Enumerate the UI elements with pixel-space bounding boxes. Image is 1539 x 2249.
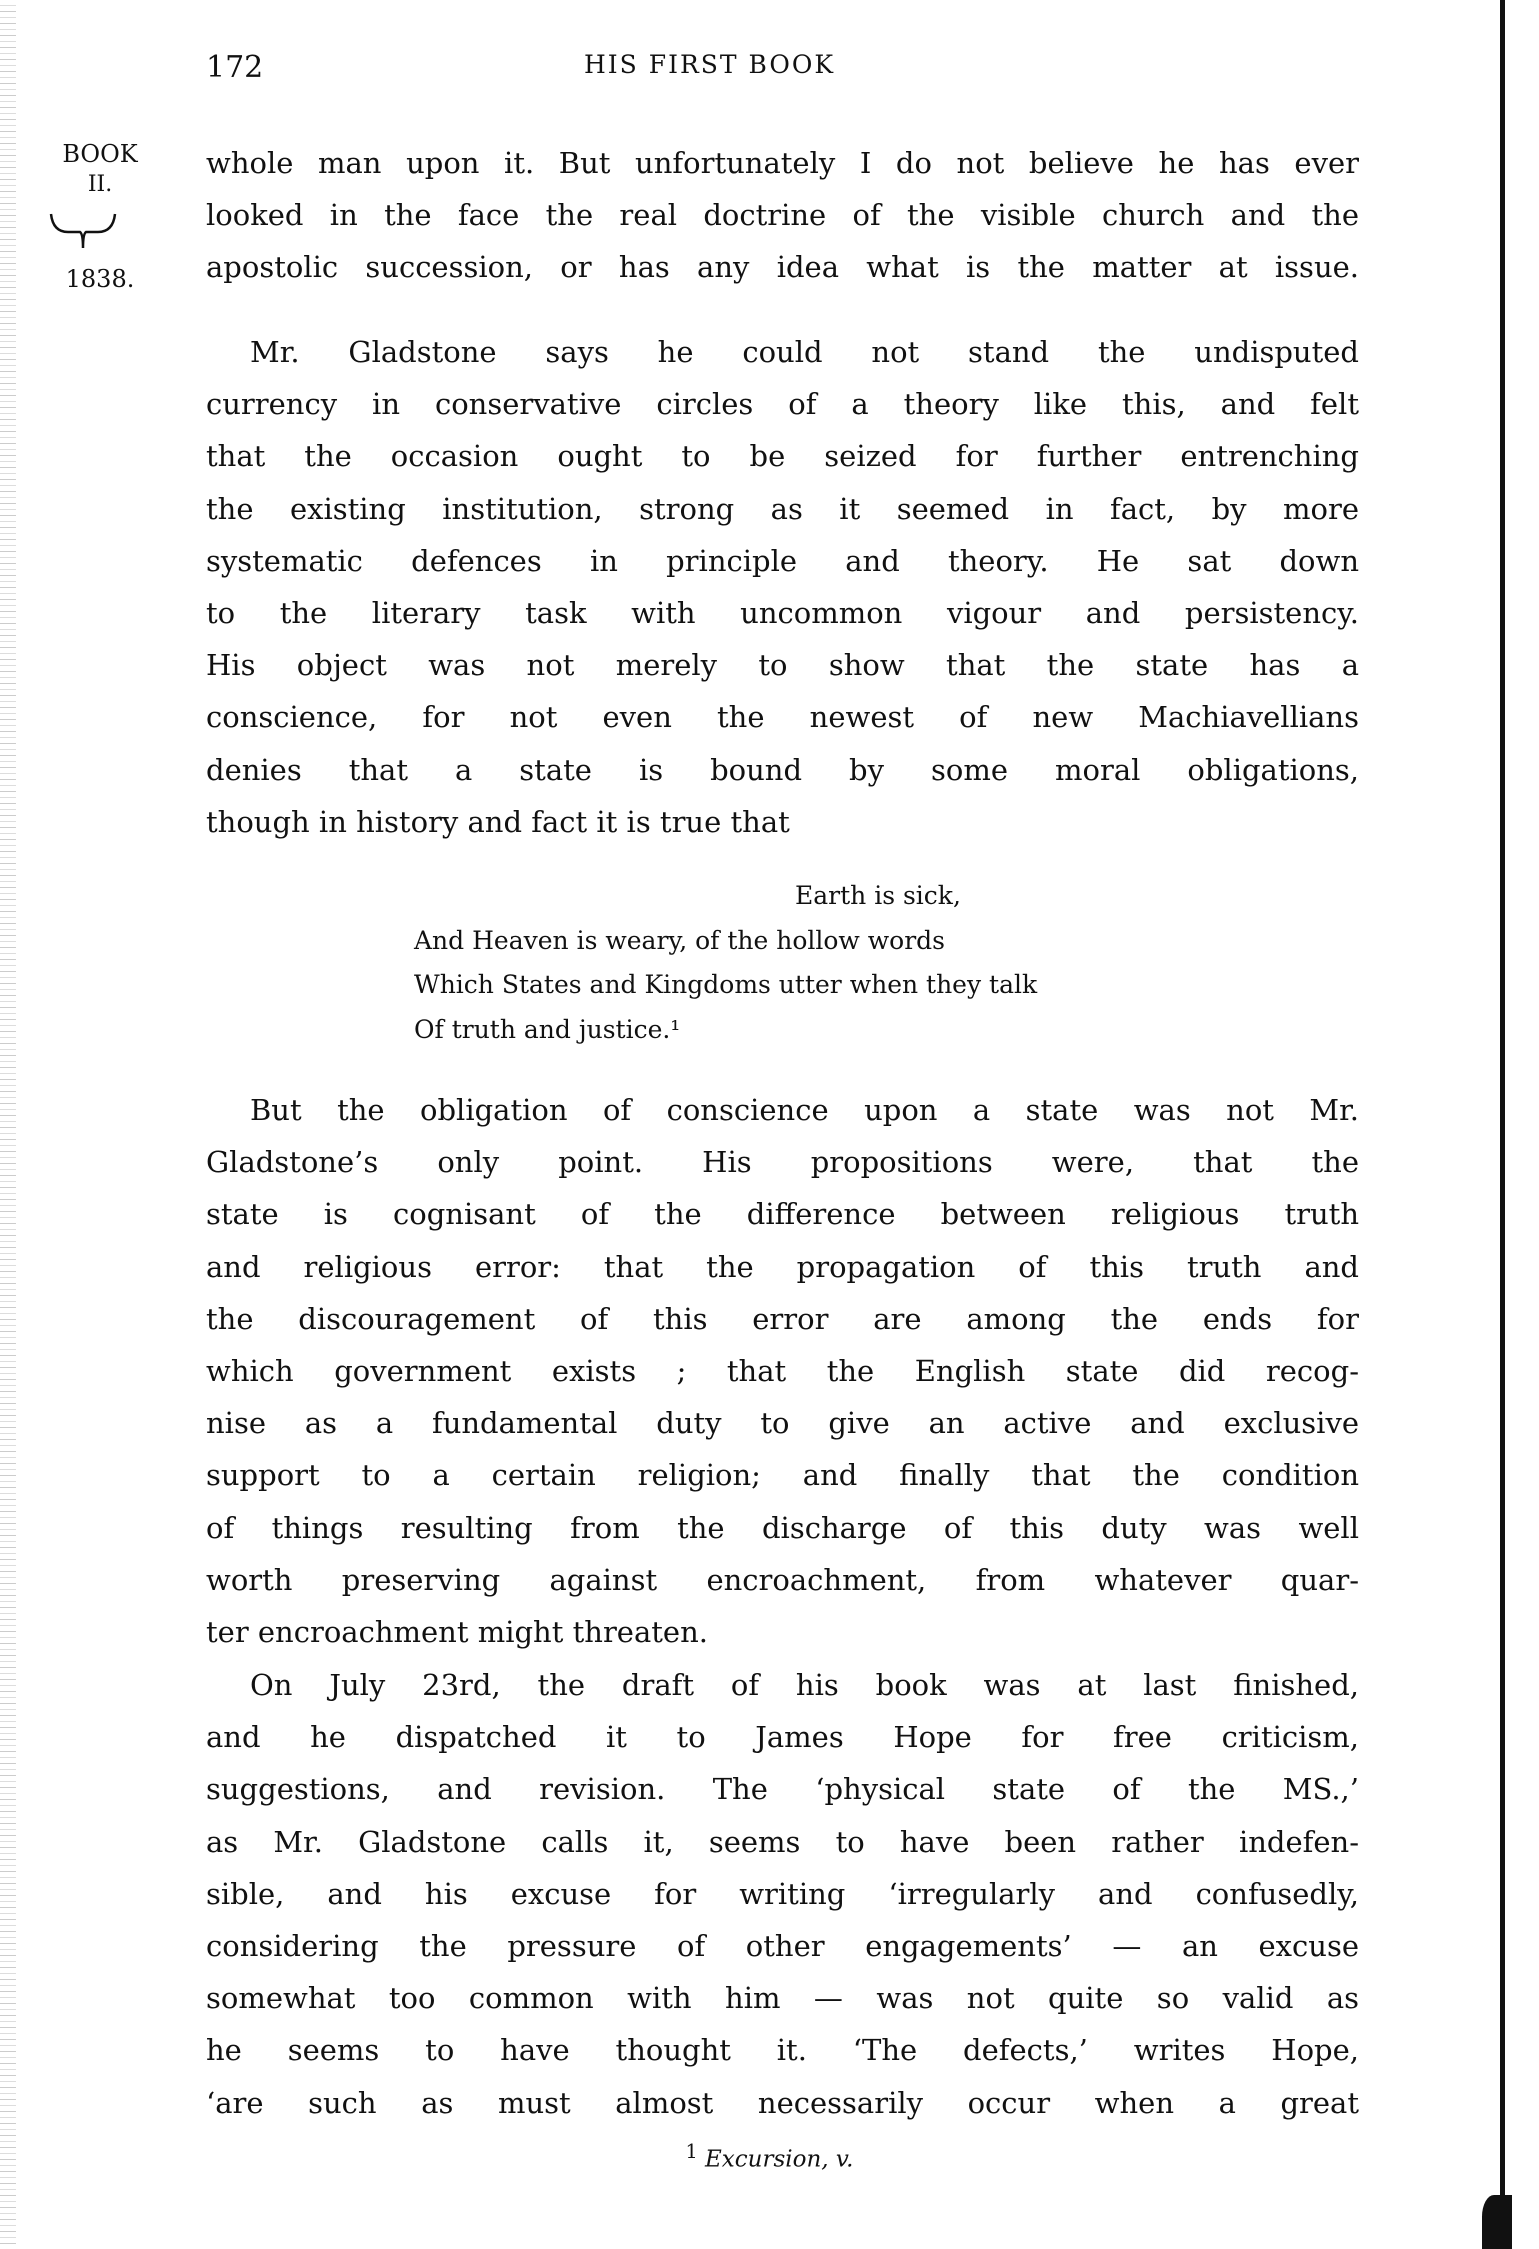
text-line: systematic defences in principle and theory. He sat down <box>206 543 1359 578</box>
text-line: nise as a fundamental duty to give an active and exclusive <box>206 1406 1359 1441</box>
poem-quotation <box>414 874 1037 1052</box>
page-number: 172 <box>206 50 264 85</box>
page-edge-border <box>1500 0 1505 2249</box>
text-line: that the occasion ought to be seized for further entrenching <box>206 439 1359 474</box>
text-line: suggestions, and revision. The ‘physical state of the MS.,’ <box>206 1772 1359 1807</box>
footnote <box>0 2140 1539 2173</box>
poem-line: Earth is sick, <box>795 881 961 910</box>
text-line: looked in the face the real doctrine of the visible church and the <box>206 198 1359 233</box>
poem-line: Of truth and justice.¹ <box>414 1014 681 1044</box>
text-line: he seems to have thought it. ‘The defects,’ writes Hope, <box>206 2033 1359 2068</box>
footnote-text: Excursion, v. <box>705 2146 854 2173</box>
text-line: conscience, for not even the newest of new Machiavellians <box>206 700 1359 735</box>
text-line: Mr. Gladstone says he could not stand the undisputed <box>250 335 1359 369</box>
text-line: and religious error: that the propagation of this truth and <box>206 1249 1359 1284</box>
text-line: worth preserving against encroachment, from whatever quar- <box>206 1562 1359 1597</box>
paragraph-2 <box>206 326 1359 848</box>
text-line: His object was not merely to show that the state has a <box>206 648 1359 683</box>
text-line: to the literary task with uncommon vigour and persistency. <box>206 596 1359 631</box>
text-line: whole man upon it. But unfortunately I do not believe he has ever <box>206 146 1359 180</box>
text-line: Gladstone’s only point. His propositions were, that the <box>206 1145 1359 1180</box>
text-line: But the obligation of conscience upon a state was not Mr. <box>250 1093 1359 1127</box>
margin-book: BOOK <box>62 140 138 168</box>
text-line: denies that a state is bound by some moral obligations, <box>206 752 1359 787</box>
footnote-marker: 1 <box>685 2140 698 2163</box>
margin-year: 1838. <box>65 265 135 293</box>
text-line: ‘are such as must almost necessarily occur when a great <box>206 2085 1359 2120</box>
text-line: the existing institution, strong as it seemed in fact, by more <box>206 491 1359 526</box>
text-line: state is cognisant of the difference between religious truth <box>206 1197 1359 1232</box>
text-line: somewhat too common with him — was not quite so valid as <box>206 1981 1359 2016</box>
text-line: considering the pressure of other engagements’ — an excuse <box>206 1929 1359 1964</box>
text-line: On July 23rd, the draft of his book was at last finished, <box>250 1668 1359 1702</box>
text-line: the discouragement of this error are among the ends for <box>206 1301 1359 1336</box>
text-line: though in history and fact it is true that <box>206 804 790 839</box>
brace-icon <box>48 212 118 252</box>
text-line: which government exists ; that the English state did recog- <box>206 1354 1359 1389</box>
text-line: support to a certain religion; and finally that the condition <box>206 1458 1359 1493</box>
text-line: of things resulting from the discharge of this duty was well <box>206 1510 1359 1545</box>
text-line: and he dispatched it to James Hope for free criticism, <box>206 1720 1359 1755</box>
paragraph-4 <box>206 1659 1359 2129</box>
text-line: sible, and his excuse for writing ‘irregularly and confusedly, <box>206 1876 1359 1911</box>
paragraph-1 <box>206 137 1359 294</box>
running-title: HIS FIRST BOOK <box>583 50 836 79</box>
text-line: apostolic succession, or has any idea what is the matter at issue. <box>206 250 1359 285</box>
scan-edge-speckle <box>0 0 16 2249</box>
poem-line: Which States and Kingdoms utter when they talk <box>414 970 1038 1000</box>
scan-corner-mark <box>1482 2195 1512 2249</box>
text-line: currency in conservative circles of a theory like this, and felt <box>206 387 1359 422</box>
text-line: as Mr. Gladstone calls it, seems to have been rather indefen- <box>206 1824 1359 1859</box>
poem-line: And Heaven is weary, of the hollow words <box>414 925 946 955</box>
text-line: ter encroachment might threaten. <box>206 1615 708 1650</box>
paragraph-3 <box>206 1084 1359 1658</box>
margin-part: II. <box>87 172 113 197</box>
